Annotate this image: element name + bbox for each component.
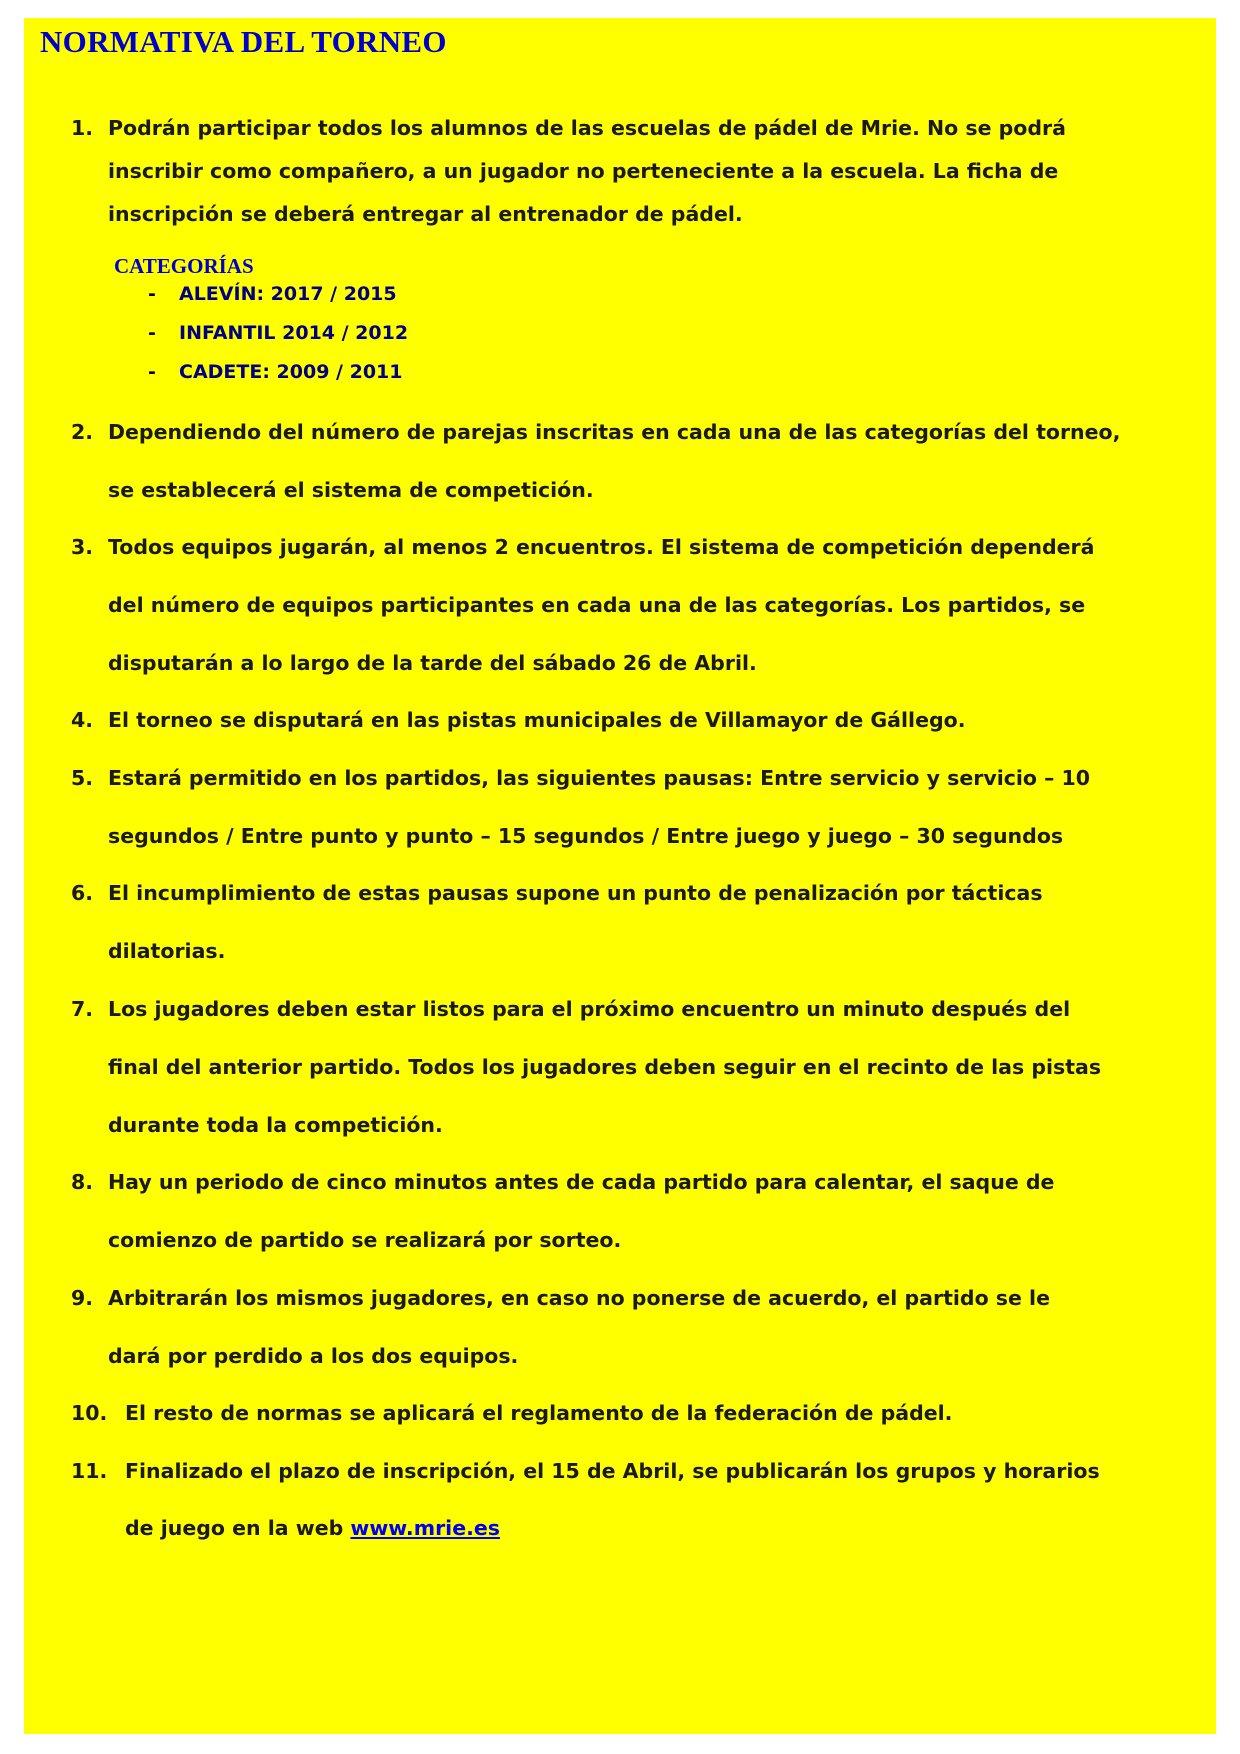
website-link[interactable]: www.mrie.es <box>350 1516 501 1540</box>
category-label: INFANTIL 2014 / 2012 <box>179 322 409 344</box>
rule-line: El incumplimiento de estas pausas supone un punto de penalización por tácticas <box>108 881 1043 905</box>
rule-line: durante toda la competición. <box>108 1113 443 1137</box>
rule-line: Los jugadores deben estar listos para el próximo encuentro un minuto después del <box>108 997 1071 1021</box>
rule-line: El resto de normas se aplicará el reglamento de la federación de pádel. <box>125 1401 953 1425</box>
rule-line: Dependiendo del número de parejas inscritas en cada una de las categorías del torneo, <box>108 420 1121 444</box>
rule-text <box>108 883 1168 999</box>
rule-number: 9. <box>71 1286 94 1310</box>
rule-number: 2. <box>71 420 94 444</box>
rule-line: segundos / Entre punto y punto – 15 segundos / Entre juego y juego – 30 segundos <box>108 824 1064 848</box>
rule-line: Podrán participar todos los alumnos de las escuelas de pádel de Mrie. No se podrá <box>108 116 1067 140</box>
dash-bullet: - <box>148 361 156 383</box>
rule-line: Todos equipos jugarán, al menos 2 encuentros. El sistema de competición dependerá <box>108 535 1095 559</box>
rule-number: 1. <box>71 116 94 140</box>
rule-line <box>125 1518 1185 1538</box>
rule-number: 11. <box>71 1459 108 1483</box>
rule-number: 6. <box>71 881 94 905</box>
category-label: CADETE: 2009 / 2011 <box>179 361 403 383</box>
rule-number: 3. <box>71 535 94 559</box>
rule-number: 7. <box>71 997 94 1021</box>
rule-text <box>108 999 1168 1173</box>
rule-text <box>108 1288 1168 1404</box>
dash-bullet: - <box>148 322 156 344</box>
rule-number: 8. <box>71 1170 94 1194</box>
rule-text <box>108 118 1168 247</box>
rule-line: Arbitrarán los mismos jugadores, en caso no ponerse de acuerdo, el partido se le <box>108 1286 1050 1310</box>
rule-line: Finalizado el plazo de inscripción, el 15 de Abril, se publicarán los grupos y horarios <box>125 1459 1100 1483</box>
rule-number: 5. <box>71 766 94 790</box>
dash-bullet: - <box>148 283 156 305</box>
rule-line: inscribir como compañero, a un jugador no perteneciente a la escuela. La ficha de <box>108 159 1059 183</box>
categories-heading: CATEGORÍAS <box>114 254 254 278</box>
category-label: ALEVÍN: 2017 / 2015 <box>179 283 397 305</box>
rule-line: Estará permitido en los partidos, las siguientes pausas: Entre servicio y servicio – 10 <box>108 766 1091 790</box>
rule-text <box>108 537 1168 711</box>
rule-line: comienzo de partido se realizará por sorteo. <box>108 1228 622 1252</box>
rule-line: El torneo se disputará en las pistas municipales de Villamayor de Gállego. <box>108 708 966 732</box>
rule-line: inscripción se deberá entregar al entrenador de pádel. <box>108 202 743 226</box>
rule-text <box>108 422 1168 538</box>
rules-page <box>24 18 1216 1734</box>
rule-text <box>108 710 1168 768</box>
rule-text <box>125 1403 1185 1461</box>
rule-text <box>108 768 1168 884</box>
rule-line: se establecerá el sistema de competición. <box>108 478 594 502</box>
page-title: NORMATIVA DEL TORNEO <box>40 24 447 59</box>
rule-line: dará por perdido a los dos equipos. <box>108 1344 519 1368</box>
rule-line-prefix: de juego en la web <box>125 1516 351 1540</box>
rule-text <box>108 1172 1168 1288</box>
rule-line: del número de equipos participantes en cada una de las categorías. Los partidos, se <box>108 593 1086 617</box>
rule-line: dilatorias. <box>108 939 226 963</box>
rule-text <box>125 1461 1185 1538</box>
rule-number: 4. <box>71 708 94 732</box>
rule-line: Hay un periodo de cinco minutos antes de cada partido para calentar, el saque de <box>108 1170 1055 1194</box>
rule-line: final del anterior partido. Todos los jugadores deben seguir en el recinto de las pistas <box>108 1055 1102 1079</box>
rule-line: disputarán a lo largo de la tarde del sábado 26 de Abril. <box>108 651 757 675</box>
rule-number: 10. <box>71 1401 108 1425</box>
